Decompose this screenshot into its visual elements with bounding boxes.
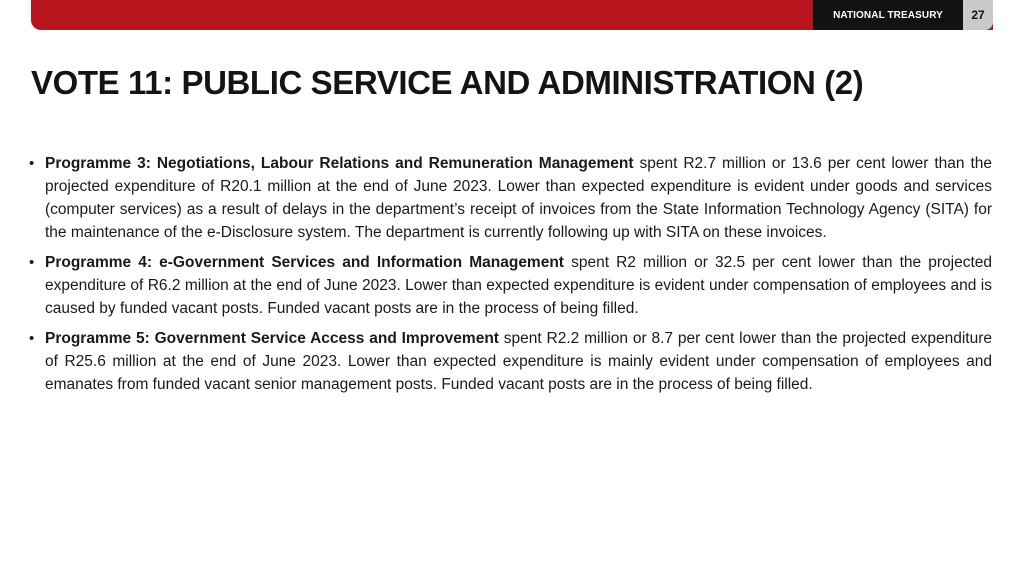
- bullet-text: spent R2 million or 32.5 per cent lower than the projected expenditure of R6.2 million at the end of June 2023. Lower than expected expenditure is evident under compensation of employees and is caused by funded vacant posts. Funded vacant posts are in the process of being filled.: [45, 254, 992, 317]
- bullet-item: [31, 327, 992, 396]
- bullet-icon: •: [29, 254, 35, 271]
- bullet-icon: •: [29, 330, 35, 347]
- header-bar: [31, 0, 993, 30]
- page-number: 27: [963, 0, 993, 30]
- bullet-list: [31, 152, 992, 403]
- bullet-item: [31, 152, 992, 244]
- bullet-heading: Programme 3: Negotiations, Labour Relations and Remuneration Management: [45, 155, 634, 172]
- bullet-text: spent R2.7 million or 13.6 per cent lower than the projected expenditure of R20.1 million at the end of June 2023. Lower than expected expenditure is evident under goods and services (computer services) as a result of delays in the department’s receipt of invoices from the State Information Technology Agency (SITA) for the maintenance of the e-Disclosure system. The department is currently following up with SITA on these invoices.: [45, 155, 992, 241]
- bullet-text: spent R2.2 million or 8.7 per cent lower than the projected expenditure of R25.6 million at the end of June 2023. Lower than expected expenditure is mainly evident under compensation of employees and emanates from funded vacant senior management posts. Funded vacant posts are in the process of being filled.: [45, 330, 993, 393]
- bullet-heading: Programme 4: e-Government Services and Information Management: [45, 254, 564, 271]
- slide-title: VOTE 11: PUBLIC SERVICE AND ADMINISTRATION (2): [31, 64, 864, 101]
- bullet-icon: •: [29, 155, 35, 172]
- bullet-item: [31, 251, 992, 320]
- bullet-heading: Programme 5: Government Service Access and Improvement: [45, 330, 499, 347]
- brand-label: NATIONAL TREASURY: [813, 0, 963, 30]
